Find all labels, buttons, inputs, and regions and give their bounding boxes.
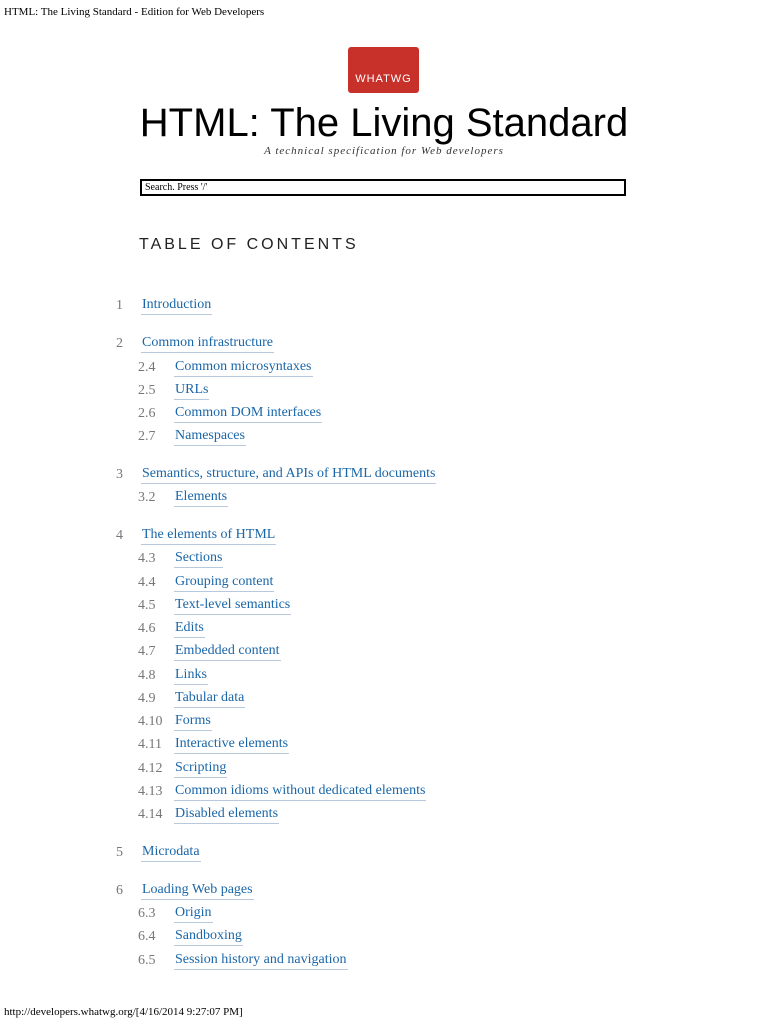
- toc-number: 4.9: [138, 691, 156, 706]
- toc-link-elements-of-html[interactable]: The elements of HTML: [141, 526, 276, 545]
- toc-number: 4.7: [138, 644, 156, 659]
- toc-number: 4.8: [138, 668, 156, 683]
- toc-link-tabular-data[interactable]: Tabular data: [174, 689, 245, 708]
- print-header: HTML: The Living Standard - Edition for Web Developers: [4, 6, 265, 18]
- toc-link-forms[interactable]: Forms: [174, 712, 212, 731]
- toc-number: 4.4: [138, 575, 156, 590]
- toc-link-links[interactable]: Links: [174, 666, 208, 685]
- toc-link-semantics-structure-apis[interactable]: Semantics, structure, and APIs of HTML documents: [141, 465, 436, 484]
- toc-link-common-dom-interfaces[interactable]: Common DOM interfaces: [174, 404, 322, 423]
- toc-link-interactive-elements[interactable]: Interactive elements: [174, 735, 289, 754]
- toc-number: 4.3: [138, 551, 156, 566]
- toc-link-edits[interactable]: Edits: [174, 619, 205, 638]
- toc-link-sandboxing[interactable]: Sandboxing: [174, 927, 243, 946]
- toc-number: 4.6: [138, 621, 156, 636]
- toc-number: 4.5: [138, 598, 156, 613]
- toc-number: 2: [116, 336, 123, 351]
- toc-number: 2.6: [138, 406, 156, 421]
- toc-number: 2.4: [138, 360, 156, 375]
- toc-number: 2.7: [138, 429, 156, 444]
- toc-number: 6.5: [138, 953, 156, 968]
- print-footer: http://developers.whatwg.org/[4/16/2014 9:27:07 PM]: [4, 1006, 243, 1018]
- toc-link-common-idioms[interactable]: Common idioms without dedicated elements: [174, 782, 426, 801]
- toc-number: 4.11: [138, 737, 162, 752]
- toc-heading: TABLE OF CONTENTS: [139, 236, 359, 253]
- toc-number: 4: [116, 528, 123, 543]
- toc-number: 4.12: [138, 761, 163, 776]
- toc-link-grouping-content[interactable]: Grouping content: [174, 573, 274, 592]
- toc-number: 4.13: [138, 784, 163, 799]
- toc-number: 4.14: [138, 807, 163, 822]
- toc-link-elements[interactable]: Elements: [174, 488, 228, 507]
- toc-link-loading-web-pages[interactable]: Loading Web pages: [141, 881, 254, 900]
- page-subtitle: A technical specification for Web developers: [264, 145, 504, 157]
- toc-link-sections[interactable]: Sections: [174, 549, 223, 568]
- toc-link-origin[interactable]: Origin: [174, 904, 213, 923]
- toc-number: 5: [116, 845, 123, 860]
- toc-number: 3.2: [138, 490, 156, 505]
- toc-link-urls[interactable]: URLs: [174, 381, 209, 400]
- toc-link-introduction[interactable]: Introduction: [141, 296, 212, 315]
- toc-number: 6.4: [138, 929, 156, 944]
- search-input[interactable]: [140, 179, 626, 196]
- toc-link-scripting[interactable]: Scripting: [174, 759, 227, 778]
- toc-link-disabled-elements[interactable]: Disabled elements: [174, 805, 279, 824]
- toc-number: 1: [116, 298, 123, 313]
- whatwg-logo[interactable]: WHATWG: [348, 47, 419, 93]
- toc-link-common-microsyntaxes[interactable]: Common microsyntaxes: [174, 358, 313, 377]
- toc-link-common-infrastructure[interactable]: Common infrastructure: [141, 334, 274, 353]
- toc-link-microdata[interactable]: Microdata: [141, 843, 201, 862]
- toc-link-namespaces[interactable]: Namespaces: [174, 427, 246, 446]
- toc-number: 3: [116, 467, 123, 482]
- toc-number: 6: [116, 883, 123, 898]
- toc-link-session-history[interactable]: Session history and navigation: [174, 951, 348, 970]
- page-title: HTML: The Living Standard: [139, 101, 629, 145]
- toc-number: 4.10: [138, 714, 163, 729]
- toc-link-text-level-semantics[interactable]: Text-level semantics: [174, 596, 291, 615]
- toc-number: 2.5: [138, 383, 156, 398]
- toc-link-embedded-content[interactable]: Embedded content: [174, 642, 281, 661]
- toc-number: 6.3: [138, 906, 156, 921]
